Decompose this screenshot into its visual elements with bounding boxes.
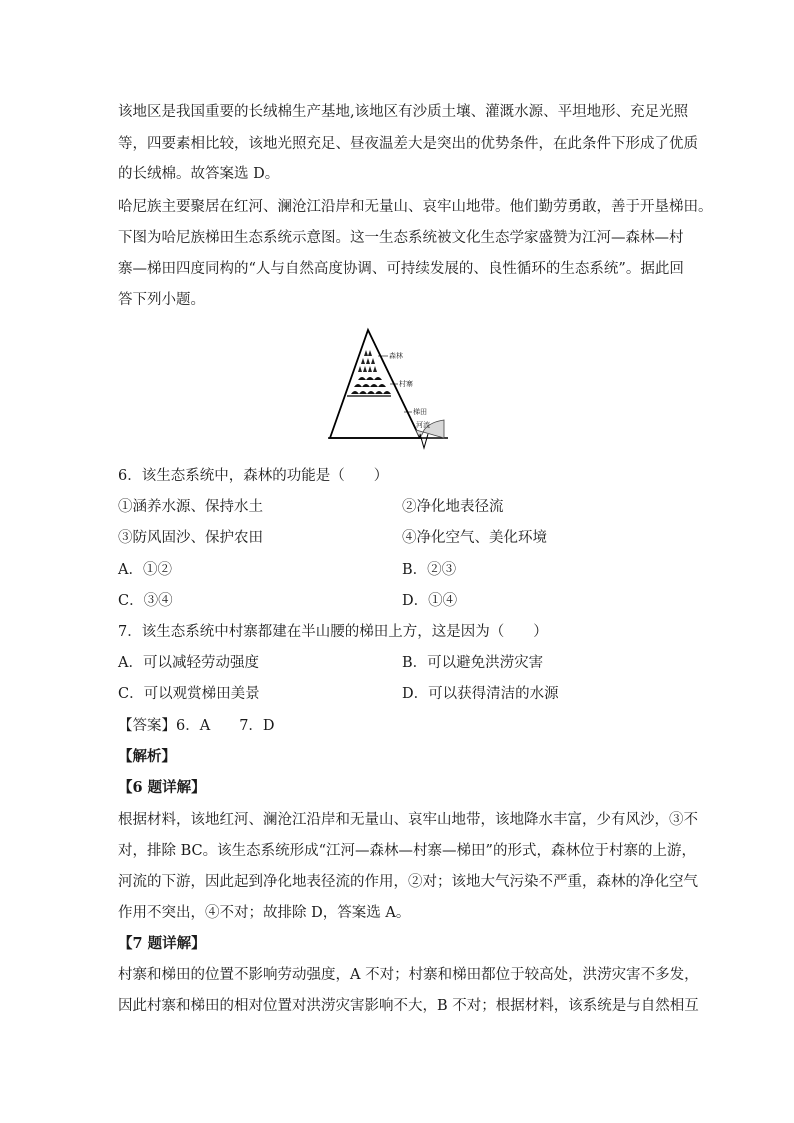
passage-line-2: 下图为哈尼族梯田生态系统示意图。这一生态系统被文化生态学家盛赞为江河—森林—村	[118, 230, 684, 246]
q6-detail-line-2: 对，排除 BC。该生态系统形成“江河—森林—村寨—梯田”的形式，森林位于村寨的上游，	[118, 843, 696, 859]
q7-detail-line-1: 村寨和梯田的位置不影响劳动强度，A 不对；村寨和梯田都位于较高处，洪涝灾害不多发，	[118, 967, 699, 983]
village-houses	[351, 377, 391, 394]
q6-detail-line-4: 作用不突出，④不对；故排除 D，答案选 A。	[118, 905, 411, 921]
q6-detail-line-3: 河流的下游，因此起到净化地表径流的作用，②对；该地大气污染不严重，森林的净化空气	[118, 874, 698, 890]
terrace-ecosystem-figure	[320, 326, 456, 450]
forest-label: 森林	[389, 352, 403, 360]
q7-stem: 7．该生态系统中村寨都建在半山腰的梯田上方，这是因为（ ）	[118, 624, 548, 640]
q6-option-c: C．③④	[118, 593, 173, 609]
q6-option-a: A．①②	[118, 562, 172, 578]
terrace-label: 梯田	[413, 408, 427, 416]
passage-line-3: 寨—梯田四度同构的“人与自然高度协调、可持续发展的、良性循环的生态系统”。据此回	[118, 261, 684, 277]
intro-line-2: 等，四要素相比较，该地光照充足、昼夜温差大是突出的优势条件，在此条件下形成了优质	[118, 136, 698, 152]
river-label: 河流	[416, 421, 430, 429]
intro-line-3: 的长绒棉。故答案选 D。	[118, 166, 280, 182]
q6-item-4: ④净化空气、美化环境	[402, 530, 547, 546]
q6-option-b: B．②③	[402, 562, 457, 578]
q6-item-2: ②净化地表径流	[402, 499, 504, 515]
q7-option-a: A．可以减轻劳动强度	[118, 655, 259, 671]
q6-detail-heading: 【6 题详解】	[118, 779, 206, 796]
passage-line-4: 答下列小题。	[118, 292, 205, 308]
passage-line-1: 哈尼族主要聚居在红河、澜沧江沿岸和无量山、哀牢山地带。他们勤劳勇敢，善于开垦梯田。	[118, 199, 713, 215]
q7-detail-heading: 【7 题详解】	[118, 935, 206, 952]
q7-option-d: D．可以获得清洁的水源	[402, 686, 559, 702]
q6-stem: 6．该生态系统中，森林的功能是（ ）	[118, 468, 389, 484]
q6-item-3: ③防风固沙、保护农田	[118, 530, 263, 546]
q7-detail-line-2: 因此村寨和梯田的相对位置对洪涝灾害影响不大，B 不对；根据材料，该系统是与自然相互	[118, 998, 699, 1014]
answer-line: 【答案】6．A 7．D	[118, 718, 275, 734]
q7-option-b: B．可以避免洪涝灾害	[402, 655, 544, 671]
intro-line-1: 该地区是我国重要的长绒棉生产基地,该地区有沙质土壤、灌溉水源、平坦地形、充足光照	[118, 104, 689, 120]
village-label: 村寨	[399, 380, 413, 388]
analysis-heading: 【解析】	[118, 748, 176, 765]
q7-option-c: C．可以观赏梯田美景	[118, 686, 260, 702]
q6-option-d: D．①④	[402, 593, 458, 609]
q6-detail-line-1: 根据材料，该地红河、澜沧江沿岸和无量山、哀牢山地带，该地降水丰富，少有风沙，③不	[118, 812, 698, 828]
forest-trees	[358, 350, 377, 372]
q6-item-1: ①涵养水源、保持水土	[118, 499, 263, 515]
